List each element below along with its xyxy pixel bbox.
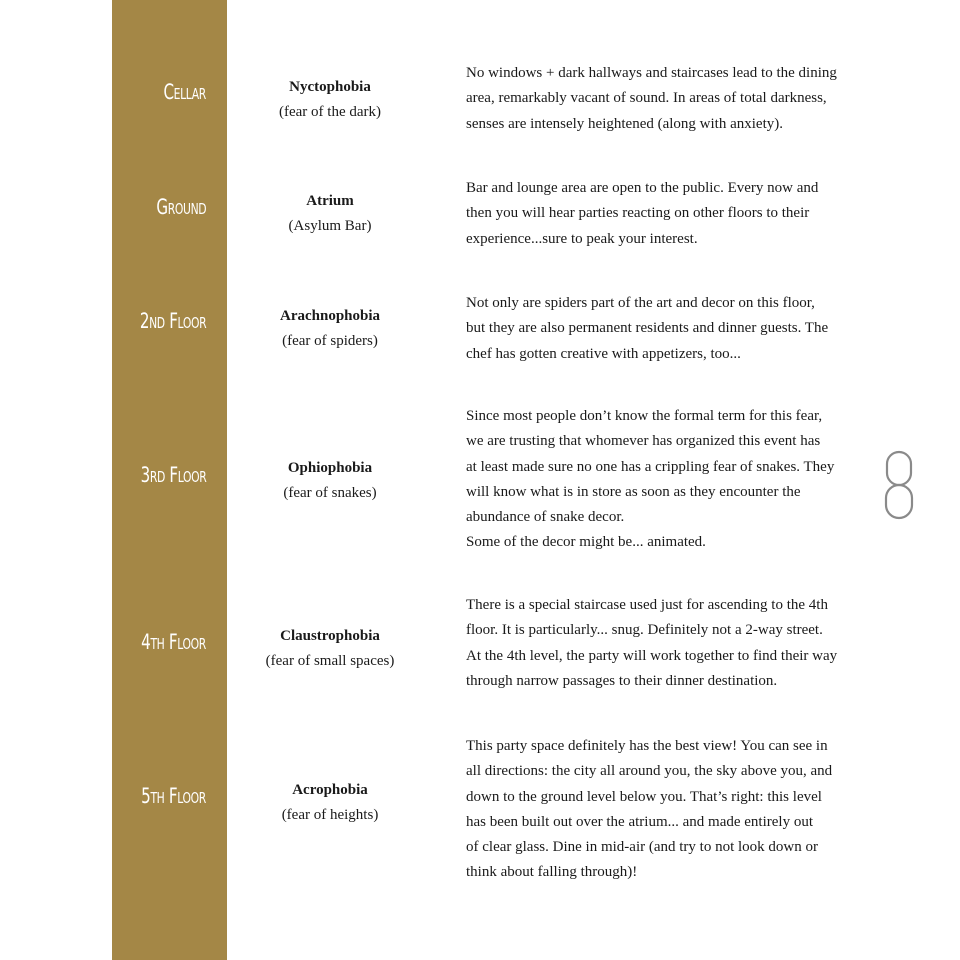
description-line: experience...sure to peak your interest. (466, 230, 698, 247)
description-line: There is a special staircase used just for ascending to the 4th (466, 597, 828, 613)
phobia-name: Ophiophobia (287, 460, 373, 476)
floor-description (466, 404, 856, 556)
description-line: No windows + dark hallways and staircases lead to the dining (466, 65, 837, 81)
phobia-name: Arachnophobia (279, 308, 381, 324)
phobia-block (240, 304, 420, 354)
description-line: This party space definitely has the best view! You can see in (466, 738, 828, 754)
floor-label: 5th Floor (141, 784, 206, 808)
phobia-block (240, 189, 420, 239)
description-line: of clear glass. Dine in mid-air (and try to not look down or (466, 839, 819, 856)
phobia-meaning: (fear of spiders) (282, 333, 378, 349)
description-line: floor. It is particularly... snug. Definitely not a 2-way street. (466, 622, 823, 639)
phobia-block (240, 456, 420, 506)
floor-description (466, 176, 856, 252)
floor-label: Cellar (163, 80, 206, 104)
page-number (880, 450, 918, 520)
floor-label: 3rd Floor (140, 463, 206, 487)
phobia-block (240, 624, 420, 674)
floor-label: 4th Floor (141, 630, 206, 654)
phobia-name: Nyctophobia (289, 79, 371, 95)
floor-label: Ground (156, 195, 206, 219)
description-line: area, remarkably vacant of sound. In areas of total darkness, (466, 90, 827, 107)
phobia-name: Acrophobia (292, 782, 368, 798)
phobia-meaning: (Asylum Bar) (288, 218, 372, 234)
floor-label: 2nd Floor (139, 309, 206, 333)
floor-description (466, 61, 856, 137)
description-line: Not only are spiders part of the art and decor on this floor, (466, 295, 815, 311)
description-line: then you will hear parties reacting on other floors to their (466, 205, 810, 222)
phobia-block (240, 75, 420, 125)
description-line: At the 4th level, the party will work together to find their way (466, 647, 838, 664)
phobia-block (240, 778, 420, 828)
phobia-meaning: (fear of the dark) (278, 104, 382, 120)
description-line: we are trusting that whomever has organized this event has (466, 433, 821, 450)
floor-description (466, 291, 856, 367)
description-line: chef has gotten creative with appetizers, too... (466, 345, 741, 362)
floor-description (466, 593, 856, 694)
description-line: has been built out over the atrium... and made entirely out (466, 813, 813, 830)
floor-description (466, 734, 856, 886)
description-line: down to the ground level below you. That’s right: this level (466, 788, 822, 805)
description-line: all directions: the city all around you, the sky above you, and (466, 763, 833, 780)
phobia-name: Claustrophobia (280, 628, 380, 644)
description-line: but they are also permanent residents and dinner guests. The (466, 320, 829, 337)
description-line: at least made sure no one has a crippling fear of snakes. They (466, 458, 835, 475)
description-line: think about falling through)! (466, 864, 638, 881)
description-line: abundance of snake decor. (466, 509, 625, 526)
description-line: Bar and lounge area are open to the public. Every now and (466, 180, 819, 196)
description-line: will know what is in store as soon as they encounter the (466, 483, 801, 500)
description-line: through narrow passages to their dinner destination. (466, 672, 778, 689)
description-line: Some of the decor might be... animated. (466, 534, 706, 551)
description-line: senses are intensely heightened (along with anxiety). (466, 115, 783, 132)
description-line: Since most people don’t know the formal term for this fear, (466, 408, 823, 424)
phobia-meaning: (fear of heights) (281, 807, 379, 823)
phobia-meaning: (fear of snakes) (283, 485, 377, 501)
phobia-meaning: (fear of small spaces) (265, 653, 395, 669)
phobia-name: Atrium (306, 193, 354, 209)
